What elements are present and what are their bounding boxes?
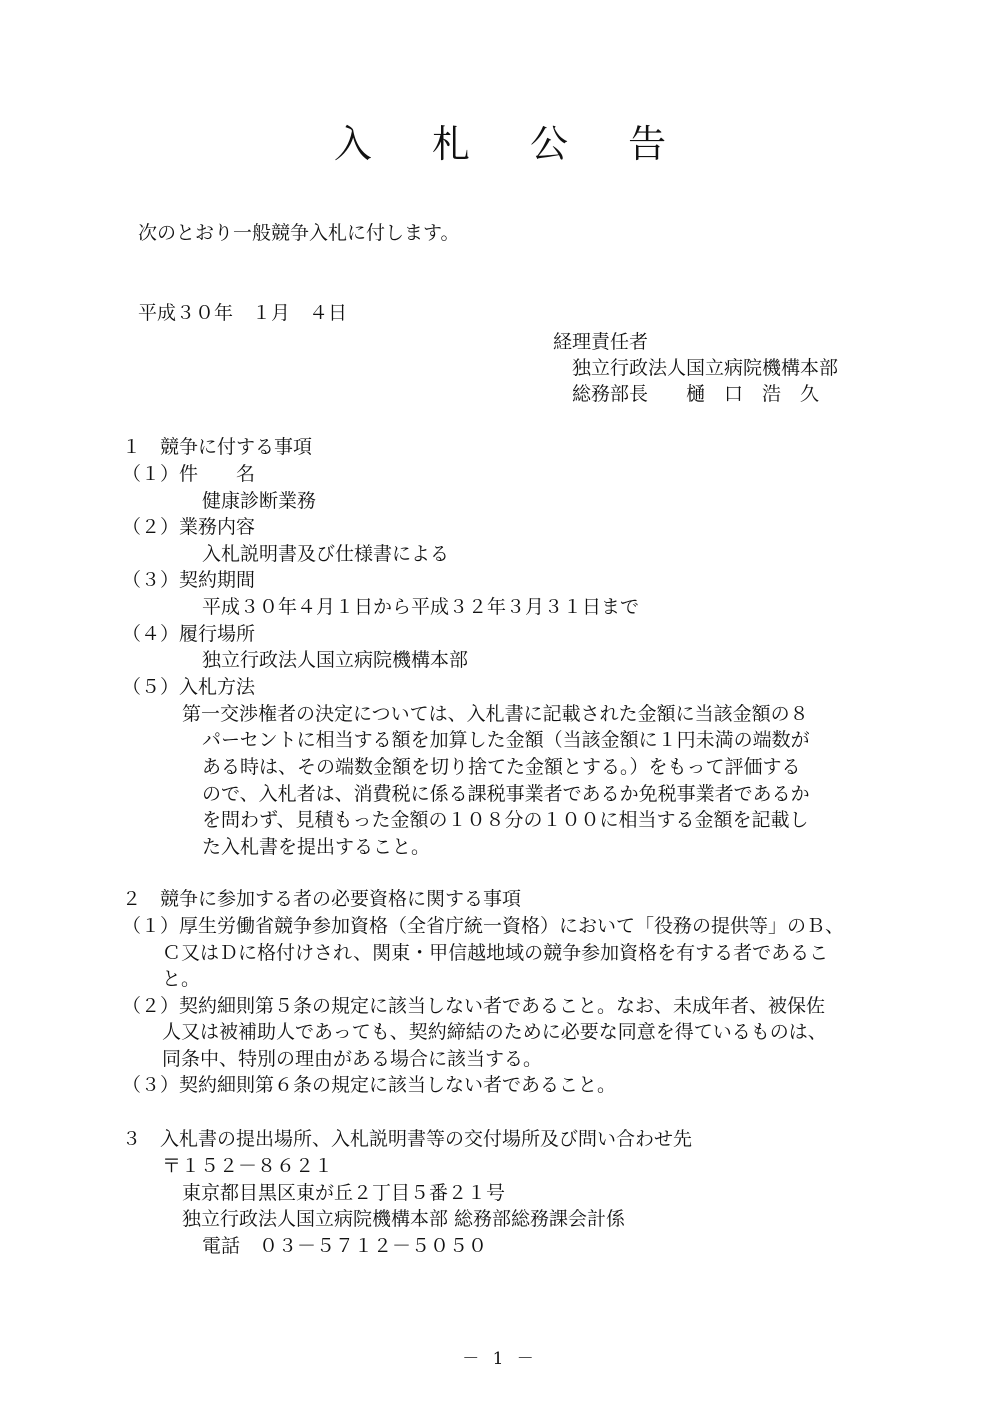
page-number: － 1 － <box>462 1349 538 1369</box>
item-body-line: を問わず、見積もった金額の１０８分の１００に相当する金額を記載し <box>202 809 809 831</box>
issuer-name: 総務部長 樋 口 浩 久 <box>572 383 820 405</box>
issuer-role: 経理責任者 <box>553 331 649 353</box>
item-body-line: 独立行政法人国立病院機構本部 <box>202 649 469 671</box>
section-heading: ３ 入札書の提出場所、入札説明書等の交付場所及び問い合わせ先 <box>122 1128 693 1150</box>
section-heading: １ 競争に付する事項 <box>122 436 313 458</box>
postal-code: 〒１５２－８６２１ <box>162 1155 334 1177</box>
clause-line: （１）厚生労働省競争参加資格（全省庁統一資格）において「役務の提供等」のＢ、 <box>122 915 845 937</box>
phone-number: 電話 ０３－５７１２－５０５０ <box>202 1235 488 1257</box>
item-label: （３）契約期間 <box>122 569 256 591</box>
clause-line: 人又は被補助人であっても、契約締結のために必要な同意を得ているものは、 <box>162 1021 827 1043</box>
intro-text: 次のとおり一般競争入札に付します。 <box>138 222 460 244</box>
clause-line: と。 <box>162 968 201 990</box>
item-body-line: ので、入札者は、消費税に係る課税事業者であるか免税事業者であるか <box>202 783 810 805</box>
clause-line: （３）契約細則第６条の規定に該当しない者であること。 <box>122 1074 617 1096</box>
section-heading: ２ 競争に参加する者の必要資格に関する事項 <box>122 888 522 910</box>
item-body-line: パーセントに相当する額を加算した金額（当該金額に１円未満の端数が <box>202 729 810 751</box>
clause-line: 同条中、特別の理由がある場合に該当する。 <box>162 1048 543 1070</box>
item-body-line: 入札説明書及び仕様書による <box>202 543 450 565</box>
address: 東京都目黒区東が丘２丁目５番２１号 <box>182 1182 506 1204</box>
clause-line: （２）契約細則第５条の規定に該当しない者であること。なお、未成年者、被保佐 <box>122 995 826 1017</box>
item-body-line: 健康診断業務 <box>202 490 317 512</box>
page-title: 入 札 公 告 <box>333 122 691 166</box>
item-body-line: 第一交渉権者の決定については、入札書に記載された金額に当該金額の８ <box>182 703 809 725</box>
item-label: （４）履行場所 <box>122 623 256 645</box>
item-body-line: た入札書を提出すること。 <box>202 836 431 858</box>
item-label: （１）件 名 <box>122 463 256 485</box>
item-label: （２）業務内容 <box>122 516 256 538</box>
notice-date: 平成３０年 １月 ４日 <box>138 302 348 324</box>
clause-line: Ｃ又はＤに格付けされ、関東・甲信越地域の競争参加資格を有する者であるこ <box>162 942 829 964</box>
issuer-org: 独立行政法人国立病院機構本部 <box>572 357 839 379</box>
department: 独立行政法人国立病院機構本部 総務部総務課会計係 <box>182 1208 626 1230</box>
item-body-line: 平成３０年４月１日から平成３２年３月３１日まで <box>202 596 640 618</box>
item-label: （５）入札方法 <box>122 676 256 698</box>
item-body-line: ある時は、その端数金額を切り捨てた金額とする。）をもって評価する <box>202 756 801 778</box>
